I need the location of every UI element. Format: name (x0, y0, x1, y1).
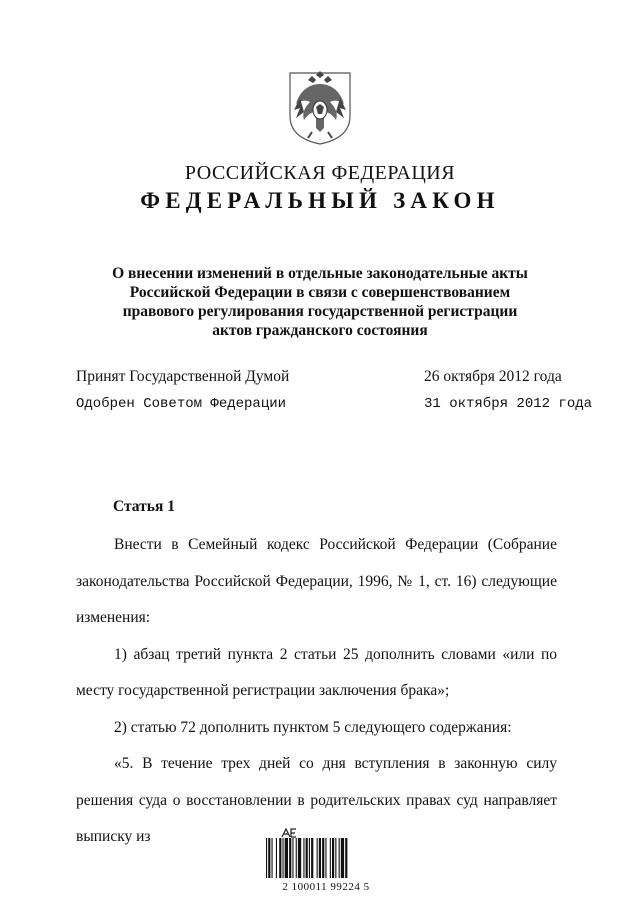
barcode-mark-icon (280, 826, 300, 838)
article-paragraph: Внести в Семейный кодекс Российской Федерации (Собрание законодательства Российской Федерации, 1996, № 1, ст. 16) следующие изменения: (76, 536, 557, 626)
article-heading: Статья 1 (113, 498, 175, 515)
duma-adoption-date: 26 октября 2012 года (424, 368, 562, 385)
article-paragraph: 1) абзац третий пункта 2 статьи 25 дополнить словами «или по месту государственной регистрации заключения брака»; (76, 645, 557, 699)
barcode-digits: 2 100011 99224 5 (282, 881, 370, 893)
law-title (80, 264, 560, 340)
article-paragraph: 2) статью 72 дополнить пунктом 5 следующего содержания: (114, 718, 512, 736)
law-title-line: Российской Федерации в связи с совершенствованием (129, 284, 511, 301)
council-approval-label: Одобрен Советом Федерации (76, 396, 287, 412)
law-title-line: правового регулирования государственной регистрации (122, 303, 518, 320)
article-body (76, 527, 557, 856)
duma-adoption-label: Принят Государственной Думой (76, 368, 290, 385)
article-paragraph: «5. В течение трех дней со дня вступления в законную силу решения суда о восстановлении в родительских правах суд направляет выписку из (76, 755, 557, 845)
country-heading: РОССИЙСКАЯ ФЕДЕРАЦИЯ (184, 162, 456, 184)
council-approval-date: 31 октября 2012 года (424, 396, 593, 412)
law-title-line: актов гражданского состояния (212, 322, 428, 339)
barcode-icon (266, 838, 378, 878)
law-title-line: О внесении изменений в отдельные законодательные акты (112, 265, 528, 282)
document-type-heading: ФЕДЕРАЛЬНЫЙ ЗАКОН (140, 188, 500, 213)
barcode (262, 826, 390, 896)
coat-of-arms-icon (286, 70, 354, 146)
